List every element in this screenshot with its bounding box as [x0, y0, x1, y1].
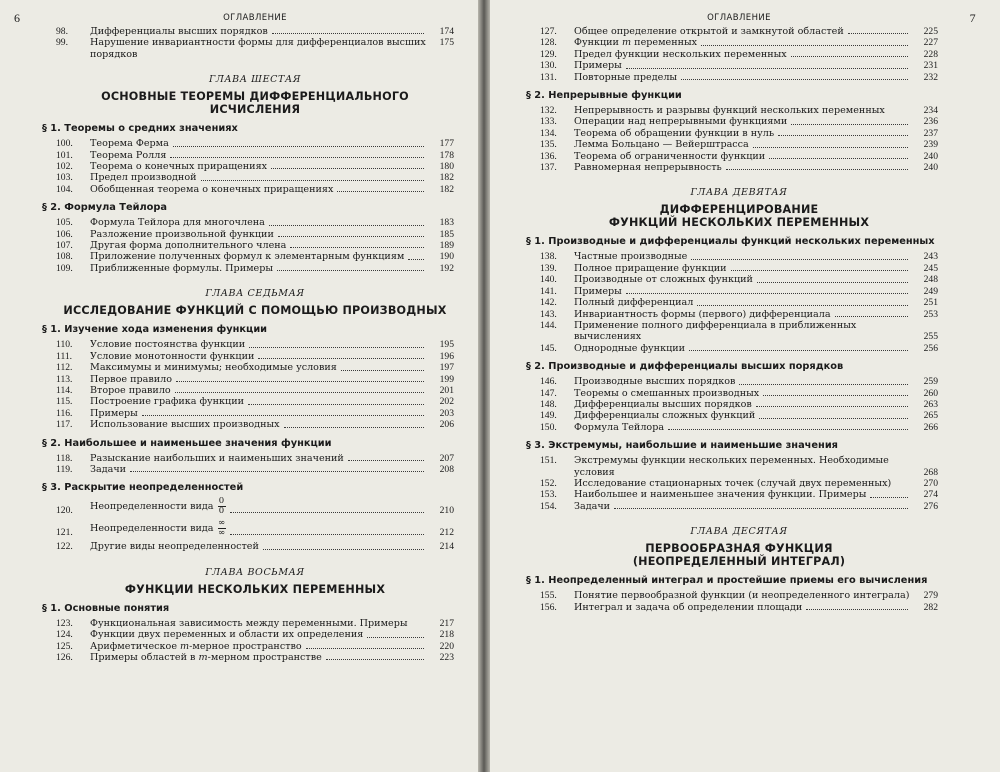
- entry-number: 146.: [540, 376, 557, 388]
- entry-title: Предел функции нескольких переменных: [574, 48, 787, 60]
- entry-page: 266: [923, 421, 938, 433]
- chapter-label: ГЛАВА ШЕСТАЯ: [208, 74, 302, 86]
- section-heading: § 1. Теоремы о средних значениях: [42, 123, 238, 135]
- entry-number: 120.: [56, 505, 73, 517]
- entry-title: Обобщенная теорема о конечных приращениях: [90, 183, 334, 195]
- entry-number: 112.: [56, 362, 73, 374]
- entry-title: Дифференциалы высших порядков: [90, 26, 268, 37]
- entry-number: 104.: [56, 183, 73, 195]
- toc-entry: [540, 309, 938, 320]
- entry-number: 111.: [56, 350, 73, 362]
- entry-title: Другие виды неопределенностей: [90, 541, 259, 553]
- section-heading: § 2. Непрерывные функции: [526, 90, 682, 102]
- entry-page: 279: [923, 590, 938, 602]
- toc-entry: [56, 629, 454, 640]
- entry-title: Теорема Ферма: [90, 138, 169, 150]
- toc-entry: [540, 26, 938, 37]
- toc-entry: [540, 274, 938, 285]
- entry-page: 268: [923, 466, 938, 478]
- toc-entry: [540, 602, 938, 613]
- entry-title: Полное приращение функции: [574, 262, 727, 274]
- entry-page: 183: [439, 217, 454, 229]
- entry-number: 151.: [540, 455, 557, 467]
- toc-entry: [540, 116, 938, 127]
- entry-number: 144.: [540, 319, 557, 331]
- fraction-zero-over-zero: $\frac{0}{0}$: [218, 496, 225, 517]
- entry-number: 108.: [56, 251, 73, 263]
- entry-title: Максимумы и минимумы; необходимые условия: [90, 362, 337, 374]
- entry-page: 208: [439, 463, 454, 475]
- entry-page: 220: [439, 640, 454, 652]
- entry-number: 133.: [540, 116, 557, 128]
- toc-entry: [56, 519, 454, 538]
- toc-entry: [540, 388, 938, 399]
- entry-title: Примеры: [90, 407, 138, 419]
- entry-title: Условие постоянства функции: [90, 339, 246, 351]
- entry-number: 145.: [540, 342, 557, 354]
- entry-title: Разыскание наибольших и наименьших значений: [90, 452, 344, 464]
- left-page: [0, 0, 478, 772]
- section-heading: § 1. Неопределенный интеграл и простейшие приемы его вычисления: [526, 575, 928, 587]
- entry-title: Примеры: [574, 285, 622, 297]
- entry-page: 189: [439, 240, 454, 252]
- entry-number: 128.: [540, 37, 557, 49]
- toc-entry: [56, 26, 454, 37]
- entry-number: 139.: [540, 262, 557, 274]
- right-page: [490, 0, 1000, 772]
- entry-page: 174: [439, 26, 454, 37]
- entry-title: Предел производной: [90, 172, 197, 184]
- entry-title: Дифференциалы сложных функций: [574, 410, 756, 422]
- entry-title: Частные производные: [574, 251, 688, 263]
- entry-title: Равномерная непрерывность: [574, 162, 722, 174]
- entry-title: Инвариантность формы (первого) дифференциала: [574, 308, 831, 320]
- toc-entry: [56, 453, 454, 464]
- entry-page: 276: [923, 500, 938, 512]
- page-number: 6: [14, 11, 21, 25]
- entry-title: Теорема Ролля: [90, 149, 167, 161]
- page-number: 7: [969, 11, 976, 25]
- entry-title: Арифметическое m-мерное пространство: [90, 640, 302, 652]
- running-head: [14, 10, 454, 26]
- entry-number: 113.: [56, 373, 73, 385]
- toc-entry: [56, 541, 454, 552]
- entry-page: 177: [439, 138, 454, 150]
- entry-title: Формула Тейлора для многочлена: [90, 217, 265, 229]
- toc-entry: [540, 286, 938, 297]
- toc-entry: [540, 72, 938, 83]
- entry-number: 115.: [56, 396, 73, 408]
- entry-number: 106.: [56, 228, 73, 240]
- entry-number: 129.: [540, 48, 557, 60]
- entry-number: 152.: [540, 477, 557, 489]
- toc-entry: [540, 489, 938, 500]
- section-heading: § 1. Основные понятия: [42, 602, 170, 614]
- toc-entry: [540, 263, 938, 274]
- entry-page: 197: [439, 362, 454, 374]
- entry-page: 182: [439, 183, 454, 195]
- toc-entry: [540, 376, 938, 387]
- entry-title: Функции m переменных: [574, 37, 698, 49]
- toc-entry: [540, 590, 938, 601]
- entry-number: 114.: [56, 384, 73, 396]
- entry-page: 182: [439, 172, 454, 184]
- toc-entry: [56, 419, 454, 430]
- entry-number: 122.: [56, 541, 73, 553]
- toc-entry: [56, 497, 454, 516]
- toc-entry: [56, 172, 454, 183]
- entry-number: 154.: [540, 500, 557, 512]
- entry-title: Исследование стационарных точек (случай двух переменных): [574, 477, 892, 489]
- toc-entry: [56, 37, 454, 60]
- entry-page: 195: [439, 339, 454, 351]
- entry-page: 199: [439, 373, 454, 385]
- toc-entry: [56, 351, 454, 362]
- chapter-label: ГЛАВА ВОСЬМАЯ: [205, 566, 305, 578]
- entry-title: Неопределенности вида: [90, 523, 214, 535]
- entry-title: Применение полного дифференциала в приближенных вычислениях: [574, 319, 857, 343]
- entry-number: 126.: [56, 651, 73, 663]
- toc-entry: [540, 251, 938, 262]
- toc-entry: [56, 362, 454, 373]
- entry-page: 234: [923, 105, 938, 117]
- entry-title: Полный дифференциал: [574, 297, 694, 309]
- entry-page: 202: [439, 396, 454, 408]
- entry-number: 127.: [540, 26, 557, 37]
- entry-title: Формула Тейлора: [574, 421, 665, 433]
- chapter-title: ФУНКЦИИ НЕСКОЛЬКИХ ПЕРЕМЕННЫХ: [124, 582, 386, 596]
- entry-page: 190: [439, 251, 454, 263]
- entry-title: Построение графика функции: [90, 396, 244, 408]
- entry-title: Понятие первообразной функции (и неопределенного интеграла): [574, 590, 910, 602]
- entry-page: 180: [439, 161, 454, 173]
- chapter-title: ИССЛЕДОВАНИЕ ФУНКЦИЙ С ПОМОЩЬЮ ПРОИЗВОДНЫХ: [63, 304, 447, 318]
- toc-entry: [56, 396, 454, 407]
- entry-number: 130.: [540, 60, 557, 72]
- running-head-text: ОГЛАВЛЕНИЕ: [707, 13, 771, 23]
- entry-title: Непрерывность и разрывы функций нескольких переменных: [574, 105, 885, 117]
- toc-entry: [56, 374, 454, 385]
- entry-number: 136.: [540, 150, 557, 162]
- toc-entry: [540, 37, 938, 48]
- entry-number: 105.: [56, 217, 73, 229]
- toc-entry: [56, 161, 454, 172]
- toc-entry: [56, 229, 454, 240]
- section-heading: § 3. Экстремумы, наибольшие и наименьшие значения: [526, 440, 838, 452]
- entry-number: 98.: [56, 26, 68, 37]
- entry-title: Функции двух переменных и области их определения: [90, 629, 364, 641]
- entry-page: 270: [923, 477, 938, 489]
- entry-title: Функциональная зависимость между переменными. Примеры: [90, 617, 408, 629]
- entry-page: 212: [439, 527, 454, 539]
- entry-page: 232: [923, 71, 938, 83]
- toc-entry: [56, 641, 454, 652]
- entry-page: 249: [923, 285, 938, 297]
- entry-title: Приближенные формулы. Примеры: [90, 262, 274, 274]
- entry-number: 103.: [56, 172, 73, 184]
- entry-page: 253: [923, 308, 938, 320]
- entry-title: Однородные функции: [574, 342, 686, 354]
- entry-number: 138.: [540, 251, 557, 263]
- entry-number: 148.: [540, 398, 557, 410]
- entry-page: 231: [923, 60, 938, 72]
- entry-page: 201: [439, 384, 454, 396]
- entry-number: 100.: [56, 138, 73, 150]
- entry-number: 137.: [540, 162, 557, 174]
- entry-title: Наибольшее и наименьшее значения функции. Примеры: [574, 489, 867, 501]
- toc-entry: [56, 240, 454, 251]
- toc-entry: [540, 410, 938, 421]
- entry-number: 121.: [56, 527, 73, 539]
- toc-entry: [56, 138, 454, 149]
- entry-number: 99.: [56, 37, 68, 49]
- entry-page: 240: [923, 150, 938, 162]
- entry-page: 225: [923, 26, 938, 37]
- chapter-label: ГЛАВА ДЕВЯТАЯ: [690, 187, 788, 199]
- entry-number: 155.: [540, 590, 557, 602]
- entry-number: 140.: [540, 274, 557, 286]
- entry-page: 192: [439, 262, 454, 274]
- toc-entry: [540, 151, 938, 162]
- entry-number: 147.: [540, 387, 557, 399]
- entry-title: Операции над непрерывными функциями: [574, 116, 788, 128]
- toc-entry: [540, 455, 938, 478]
- entry-number: 117.: [56, 419, 73, 431]
- entry-number: 141.: [540, 285, 557, 297]
- section-heading: § 2. Производные и дифференциалы высших порядков: [526, 361, 844, 373]
- entry-number: 102.: [56, 161, 73, 173]
- entry-page: 185: [439, 228, 454, 240]
- chapter-title-line2: (НЕОПРЕДЕЛЕННЫЙ ИНТЕГРАЛ): [632, 555, 846, 569]
- entry-title: Условие монотонности функции: [90, 350, 255, 362]
- entry-title: Первое правило: [90, 373, 173, 385]
- entry-page: 207: [439, 452, 454, 464]
- entry-page: 223: [439, 651, 454, 663]
- entry-page: 255: [923, 331, 938, 343]
- entry-number: 110.: [56, 339, 73, 351]
- entry-page: 251: [923, 297, 938, 309]
- entry-page: 282: [923, 601, 938, 613]
- entry-number: 142.: [540, 297, 557, 309]
- entry-page: 214: [439, 541, 454, 553]
- entry-page: 203: [439, 407, 454, 419]
- toc-entry: [540, 139, 938, 150]
- entry-title: Лемма Больцано — Вейерштрасса: [574, 139, 749, 151]
- toc-entry: [56, 217, 454, 228]
- toc-entry: [56, 150, 454, 161]
- entry-title: Задачи: [574, 500, 611, 512]
- entry-page: 206: [439, 419, 454, 431]
- entry-page: 259: [923, 376, 938, 388]
- running-head: [540, 10, 976, 26]
- toc-entry: [56, 652, 454, 663]
- chapter-title: ОСНОВНЫЕ ТЕОРЕМЫ ДИФФЕРЕНЦИАЛЬНОГО ИСЧИСЛЕНИЯ: [101, 90, 409, 117]
- entry-title: Нарушение инвариантности формы для дифференциалов высших порядков: [90, 37, 426, 60]
- entry-title: Приложение полученных формул к элементарным функциям: [90, 251, 405, 263]
- toc-entry: [56, 263, 454, 274]
- entry-number: 132.: [540, 105, 557, 117]
- toc-entry: [540, 60, 938, 71]
- running-head-text: ОГЛАВЛЕНИЕ: [223, 13, 287, 23]
- toc-entry: [56, 339, 454, 350]
- entry-number: 116.: [56, 407, 73, 419]
- section-heading: § 3. Раскрытие неопределенностей: [42, 482, 244, 494]
- entry-page: 178: [439, 149, 454, 161]
- entry-title: Теоремы о смешанных производных: [574, 387, 760, 399]
- entry-number: 124.: [56, 629, 73, 641]
- toc-entry: [540, 422, 938, 433]
- entry-title: Примеры областей в m-мерном пространстве: [90, 651, 322, 663]
- entry-page: 217: [439, 617, 454, 629]
- toc-entry: [540, 105, 938, 116]
- entry-number: 125.: [56, 640, 73, 652]
- toc-entry: [540, 297, 938, 308]
- entry-page: 196: [439, 350, 454, 362]
- entry-title: Неопределенности вида: [90, 501, 214, 513]
- entry-title: Производные от сложных функций: [574, 274, 753, 286]
- toc-entry: [540, 128, 938, 139]
- toc-entry: [56, 618, 454, 629]
- entry-title: Второе правило: [90, 384, 171, 396]
- entry-title: Повторные пределы: [574, 71, 678, 83]
- entry-title: Задачи: [90, 463, 127, 475]
- book-gutter: [478, 0, 490, 772]
- toc-entry: [56, 408, 454, 419]
- fraction-infinity-over-infinity: $\frac{\infty}{\infty}$: [217, 518, 226, 539]
- section-heading: § 1. Изучение хода изменения функции: [42, 324, 268, 336]
- entry-title: Экстремумы функции нескольких переменных. Необходимые условия: [574, 455, 889, 478]
- toc-entry: [56, 251, 454, 262]
- entry-page: 210: [439, 505, 454, 517]
- entry-page: 274: [923, 489, 938, 501]
- toc-entry: [56, 464, 454, 475]
- toc-entry: [540, 501, 938, 512]
- entry-title: Теорема о конечных приращениях: [90, 161, 268, 173]
- chapter-title: ДИФФЕРЕНЦИРОВАНИЕ: [659, 203, 819, 217]
- entry-page: 248: [923, 274, 938, 286]
- entry-number: 149.: [540, 410, 557, 422]
- entry-page: 256: [923, 342, 938, 354]
- entry-title: Общее определение открытой и замкнутой областей: [574, 26, 844, 37]
- entry-number: 119.: [56, 463, 73, 475]
- toc-entry: [56, 184, 454, 195]
- chapter-title: ПЕРВООБРАЗНАЯ ФУНКЦИЯ: [645, 542, 833, 556]
- entry-title: Дифференциалы высших порядков: [574, 398, 752, 410]
- entry-title: Интеграл и задача об определении площади: [574, 601, 803, 613]
- entry-number: 135.: [540, 139, 557, 151]
- entry-number: 150.: [540, 421, 557, 433]
- entry-number: 107.: [56, 240, 73, 252]
- toc-entry: [540, 320, 938, 343]
- entry-number: 143.: [540, 308, 557, 320]
- entry-page: 245: [923, 262, 938, 274]
- entry-number: 131.: [540, 71, 557, 83]
- chapter-label: ГЛАВА ДЕСЯТАЯ: [690, 526, 788, 538]
- entry-title: Использование высших производных: [90, 419, 280, 431]
- entry-page: 243: [923, 251, 938, 263]
- entry-title: Разложение произвольной функции: [90, 228, 274, 240]
- chapter-title-line2: ФУНКЦИЙ НЕСКОЛЬКИХ ПЕРЕМЕННЫХ: [608, 216, 870, 230]
- entry-page: 265: [923, 410, 938, 422]
- toc-entry: [540, 478, 938, 489]
- entry-number: 109.: [56, 262, 73, 274]
- entry-page: 218: [439, 629, 454, 641]
- entry-page: 240: [923, 162, 938, 174]
- section-heading: § 1. Производные и дифференциалы функций нескольких переменных: [526, 236, 935, 248]
- entry-page: 175: [439, 37, 454, 49]
- entry-title: Теорема об обращении функции в нуль: [574, 127, 775, 139]
- entry-page: 260: [923, 387, 938, 399]
- toc-entry: [540, 162, 938, 173]
- entry-page: 236: [923, 116, 938, 128]
- entry-page: 228: [923, 48, 938, 60]
- toc-entry: [540, 343, 938, 354]
- entry-page: 237: [923, 127, 938, 139]
- section-heading: § 2. Наибольшее и наименьшее значения функции: [42, 437, 332, 449]
- toc-entry: [56, 385, 454, 396]
- entry-title: Примеры: [574, 60, 622, 72]
- entry-number: 156.: [540, 601, 557, 613]
- entry-page: 227: [923, 37, 938, 49]
- entry-page: 263: [923, 398, 938, 410]
- chapter-label: ГЛАВА СЕДЬМАЯ: [205, 288, 305, 300]
- entry-number: 153.: [540, 489, 557, 501]
- entry-title: Другая форма дополнительного члена: [90, 240, 287, 252]
- entry-number: 134.: [540, 127, 557, 139]
- entry-number: 101.: [56, 149, 73, 161]
- entry-number: 123.: [56, 617, 73, 629]
- entry-number: 118.: [56, 452, 73, 464]
- section-heading: § 2. Формула Тейлора: [42, 202, 168, 214]
- toc-entry: [540, 399, 938, 410]
- entry-page: 239: [923, 139, 938, 151]
- toc-entry: [540, 49, 938, 60]
- entry-title: Теорема об ограниченности функции: [574, 150, 766, 162]
- entry-title: Производные высших порядков: [574, 376, 736, 388]
